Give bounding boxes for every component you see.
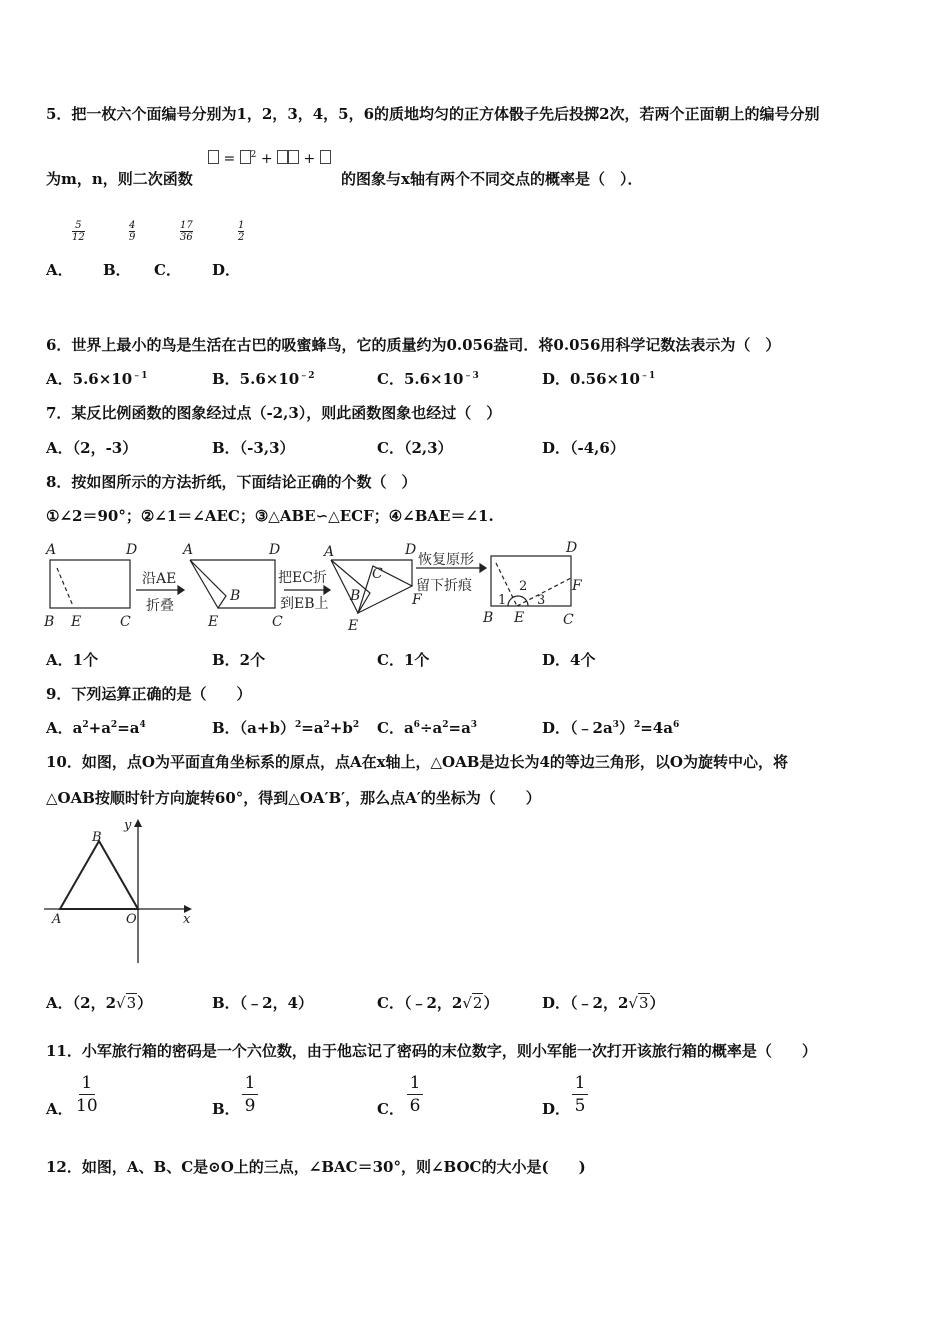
q11-option-a[interactable]: A．	[46, 1100, 73, 1118]
q7-option-a[interactable]: A．（2，-3）	[46, 439, 138, 457]
svg-text:x: x	[183, 912, 191, 927]
q10-option-c[interactable]: C．（﹣2，2√2）	[377, 994, 499, 1012]
q11-frac-b: 1 9	[242, 1073, 258, 1116]
q11-stem: 11．小军旅行箱的密码是一个六位数，由于他忘记了密码的末位数字，则小军能一次打开该旅行箱的概率是（ ）	[46, 1042, 817, 1060]
q6-option-c[interactable]: C．$5.6\times 10^{﹣3}$	[377, 370, 479, 388]
q5-line1: 5．把一枚六个面编号分别为1，2，3，4，5，6的质地均匀的正方体骰子先后投掷2次，若两个正面朝上的编号分别	[46, 105, 820, 123]
q11-option-c[interactable]: C．	[377, 1100, 404, 1118]
q8-option-a[interactable]: A．1个	[46, 651, 99, 669]
svg-text:O: O	[126, 912, 137, 927]
svg-text:B: B	[350, 588, 361, 604]
svg-text:1: 1	[498, 593, 507, 608]
q5-line2	[46, 168, 193, 189]
q11-frac-c: 1 6	[407, 1073, 423, 1116]
svg-text:B: B	[230, 588, 241, 604]
q11-frac-a: 1 10	[76, 1073, 98, 1116]
svg-text:恢复原形: 恢复原形	[418, 552, 474, 568]
svg-text:B: B	[92, 830, 102, 845]
formula-box-x	[240, 150, 251, 164]
svg-text:B: B	[44, 614, 55, 630]
q7-option-d[interactable]: D．（-4,6）	[542, 439, 625, 457]
svg-text:A: A	[324, 544, 335, 560]
q5-frac-b: 4 9	[129, 220, 136, 243]
q8-conditions: ①∠2＝90°；②∠1＝∠AEC；③△ABE∽△ECF；④∠BAE＝∠1.	[46, 507, 494, 525]
svg-text:A: A	[52, 912, 62, 927]
svg-text:D: D	[269, 542, 281, 558]
q8-option-d[interactable]: D．4个	[542, 651, 596, 669]
svg-text:C: C	[563, 612, 574, 628]
svg-text:F: F	[572, 578, 582, 594]
q9-option-b[interactable]: B．$(a+b)^2=a^2+b^2$	[212, 719, 360, 737]
svg-text:E: E	[348, 618, 359, 634]
q8-stem: 8．按如图所示的方法折纸，下面结论正确的个数（ ）	[46, 473, 417, 491]
q11-frac-d: 1 5	[572, 1073, 588, 1116]
svg-text:折叠: 折叠	[146, 598, 174, 614]
svg-text:E: E	[71, 614, 82, 630]
q6-option-d[interactable]: D．$0.56\times 10^{﹣1}$	[542, 370, 656, 388]
q10-option-b[interactable]: B．（﹣2，4）	[212, 994, 314, 1012]
svg-text:A: A	[46, 542, 57, 558]
q8-option-c[interactable]: C．1个	[377, 651, 430, 669]
triangle-oab	[60, 841, 138, 909]
q6-option-a[interactable]: A．$5.6\times 10^{﹣1}$	[46, 370, 148, 388]
q6-stem: 6．世界上最小的鸟是生活在古巴的吸蜜蜂鸟，它的质量约为0.056盎司．将0.056用科学记数法表示为（ ）	[46, 336, 781, 354]
svg-text:y: y	[124, 818, 132, 833]
q10-option-a[interactable]: A．（2，2√3）	[46, 994, 153, 1012]
q5-frac-c: 17 36	[180, 220, 193, 243]
svg-text:2: 2	[519, 579, 528, 594]
svg-text:D: D	[405, 542, 417, 558]
q10-line1: 10．如图，点O为平面直角坐标系的原点，点A在x轴上，△OAB是边长为4的等边三角形，以O为旋转中心，将	[46, 753, 788, 771]
svg-text:3: 3	[537, 593, 546, 608]
q8-folding-figure	[40, 538, 600, 638]
q9-stem: 9．下列运算正确的是（ ）	[46, 685, 252, 703]
q11-option-d[interactable]: D．	[542, 1100, 571, 1118]
svg-text:把EC折: 把EC折	[278, 570, 327, 586]
q5-line2-pre: 为m，n，则二次函数	[46, 170, 193, 188]
formula-box-y	[208, 150, 219, 164]
q9-option-d[interactable]: D．$(﹣2a^3)^2=4a^6$	[542, 719, 680, 737]
svg-text:C: C	[272, 614, 283, 630]
svg-text:A: A	[183, 542, 194, 558]
q8-option-b[interactable]: B．2个	[212, 651, 266, 669]
q7-stem: 7．某反比例函数的图象经过点（-2,3），则此函数图象也经过（ ）	[46, 404, 502, 422]
q11-option-b[interactable]: B．	[212, 1100, 240, 1118]
svg-text:F: F	[412, 592, 422, 608]
svg-text:B: B	[483, 610, 494, 626]
q7-option-b[interactable]: B．（-3,3）	[212, 439, 295, 457]
q5-formula: = $^2$ + +	[208, 150, 331, 167]
q10-line2: △OAB按顺时针方向旋转60°，得到△OA′B′，那么点A′的坐标为（ ）	[46, 789, 541, 807]
svg-text:C: C	[372, 566, 383, 582]
q5-option-c[interactable]: C．	[154, 261, 181, 279]
svg-text:D: D	[566, 540, 578, 556]
fig1-rect	[50, 560, 130, 608]
svg-text:C: C	[120, 614, 131, 630]
q12-stem: 12．如图，A、B、C是⊙O上的三点，∠BAC＝30°，则∠BOC的大小是( )	[46, 1158, 586, 1176]
q5-option-d[interactable]: D．	[212, 261, 241, 279]
q10-coordinate-figure	[40, 815, 200, 965]
svg-text:到EB上: 到EB上	[280, 596, 329, 612]
svg-text:D: D	[126, 542, 138, 558]
svg-text:留下折痕: 留下折痕	[416, 578, 472, 594]
q6-option-b[interactable]: B．$5.6\times 10^{﹣2}$	[212, 370, 315, 388]
q5-option-b[interactable]: B．	[103, 261, 131, 279]
q9-option-c[interactable]: C．$a^6\div a^2=a^3$	[377, 719, 478, 737]
q10-option-d[interactable]: D．（﹣2，2√3）	[542, 994, 665, 1012]
q7-option-c[interactable]: C．（2,3）	[377, 439, 453, 457]
svg-text:沿AE: 沿AE	[142, 571, 177, 587]
q5-frac-a: 5 12	[72, 220, 85, 243]
svg-text:E: E	[208, 614, 219, 630]
q5-line2-post: 的图象与x轴有两个不同交点的概率是（ ）．	[341, 170, 643, 188]
svg-text:E: E	[514, 610, 525, 626]
q9-option-a[interactable]: A．$a^2+a^2=a^4$	[46, 719, 146, 737]
q5-frac-d: 1 2	[238, 220, 245, 243]
q5-option-a[interactable]: A．	[46, 261, 73, 279]
